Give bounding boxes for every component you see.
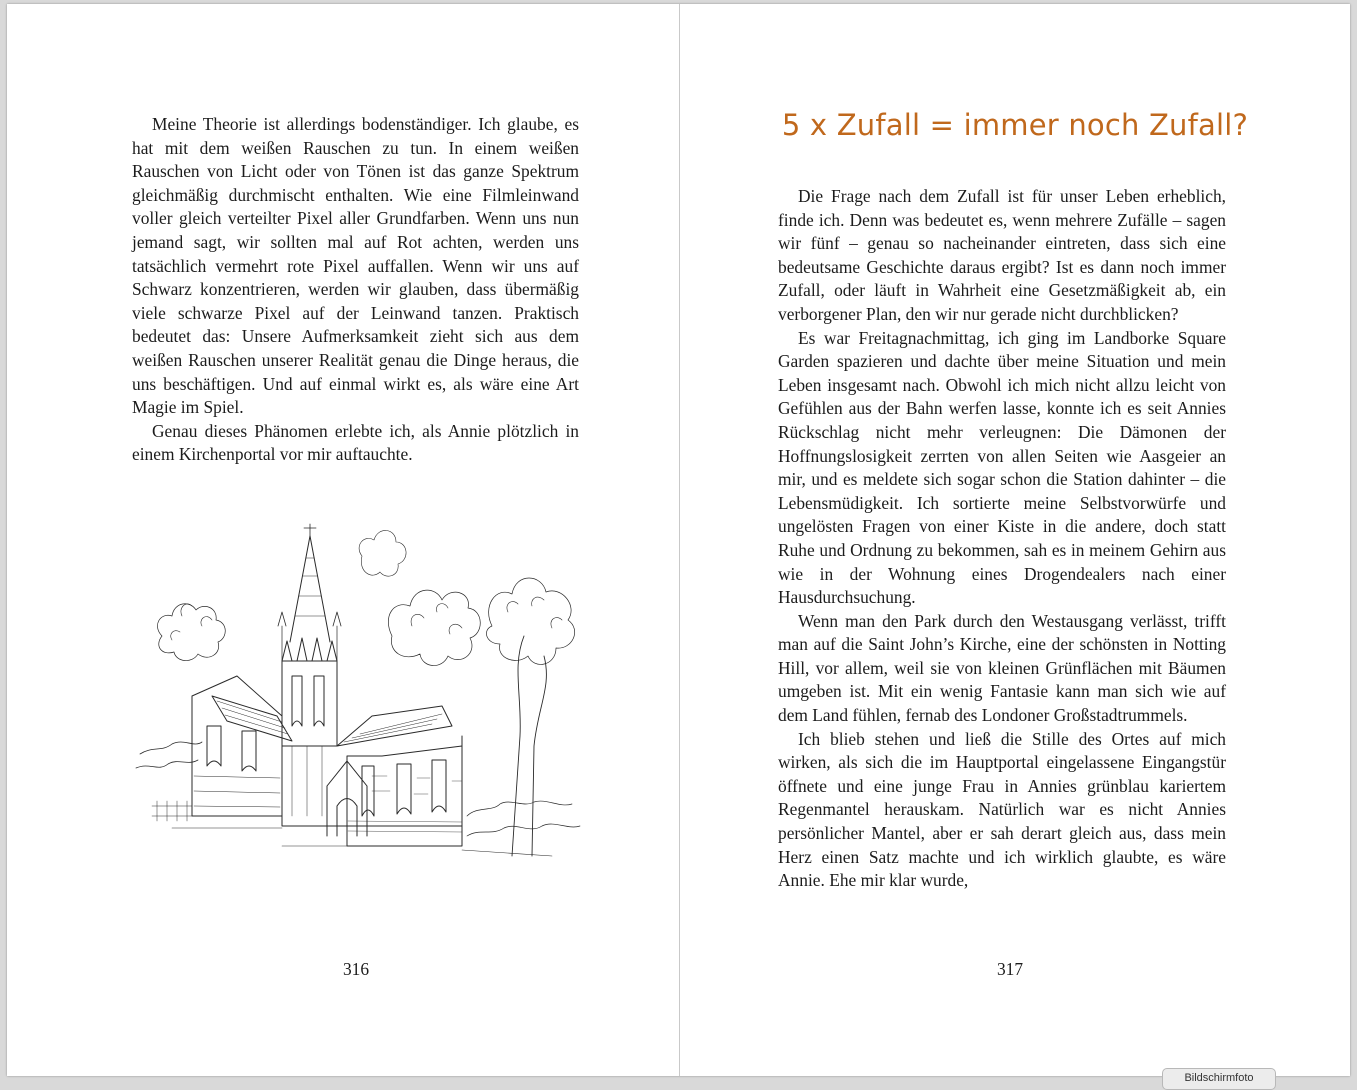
- left-paragraph-2: Genau dieses Phänomen erlebte ich, als Annie plötzlich in einem Kirchenportal vor mir auftauchte.: [132, 420, 579, 465]
- left-page: [7, 4, 679, 1076]
- right-page-body: [778, 185, 1226, 893]
- page-number-left: 316: [342, 959, 370, 979]
- right-paragraph-3: Wenn man den Park durch den Westausgang verlässt, trifft man auf die Saint John’s Kirche, eine der schönsten in Notting Hill, vor allem, weil sie von kleinen Grünflächen mit Bäumen umgeben ist. Mit ein wenig Fantasie kann man sich wie auf dem Land fühlen, fernab des Londoner Großstadtrummels.: [778, 610, 1226, 726]
- church-illustration: [132, 516, 584, 868]
- right-paragraph-2: Es war Freitagnachmittag, ich ging im Landborke Square Garden spazieren und dachte über meine Situation und mein Leben insgesamt nach. Obwohl ich mich nicht allzu leicht von Gefühlen aus der Bahn werfen lasse, konnte ich es seit Annies Rückschlag nicht mehr verleugnen: Die Dämonen der Hoffnungslosigkeit zerrten von allen Seiten wie Aasgeier an mir, und es meldete sich sogar schon die Station dahinter – die Lebensmüdigkeit. Ich sortierte meine Selbstvorwürfe und ungelösten Fragen von einer Kiste in die andere, doch statt Ruhe und Ordnung zu bekommen, sah es in meinem Gehirn aus wie in der Wohnung eines Drogendealers nach einer Hausdurchsuchung.: [778, 327, 1226, 608]
- right-paragraph-4: Ich blieb stehen und ließ die Stille des Ortes auf mich wirken, als sich die im Hauptportal eingelassene Eingangstür öffnete und eine junge Frau in Annies grünblau kariertem Regenmantel herauskam. Natürlich war es nicht Annies persönlicher Mantel, aber er sah derart gleich aus, dass mein Herz einen Satz machte und ich wirklich glaubte, es wäre Annie. Ehe mir klar wurde,: [778, 728, 1226, 891]
- right-paragraph-1: Die Frage nach dem Zufall ist für unser Leben erheblich, finde ich. Denn was bedeutet es, wenn mehrere Zufälle – sagen wir fünf – genau so nacheinander eintreten, dass sich eine bedeutsame Geschichte daraus ergibt? Ist es dann noch immer Zufall, oder läuft in Wahrheit eine Gesetzmäßigkeit ab, ein verborgener Plan, den wir nur gerade nicht durchblicken?: [778, 186, 1226, 324]
- book-spread: [7, 4, 1350, 1076]
- right-page: [680, 4, 1350, 1076]
- left-page-body: [132, 113, 579, 467]
- screenshot-tab[interactable]: Bildschirmfoto: [1162, 1068, 1276, 1090]
- chapter-title: 5 x Zufall = immer noch Zufall?: [781, 108, 1249, 142]
- left-paragraph-1: Meine Theorie ist allerdings bodenständiger. Ich glaube, es hat mit dem weißen Rauschen zu tun. In einem weißen Rauschen von Licht oder von Tönen ist das ganze Spektrum gleichmäßig durchmischt enthalten. Wie eine Filmleinwand voller gleich verteilter Pixel aller Grundfarben. Wenn uns nun jemand sagt, wir sollten mal auf Rot achten, werden uns tatsächlich vermehrt rote Pixel auffallen. Wenn wir uns auf Schwarz konzentrieren, werden wir glauben, dass übermäßig viele schwarze Pixel auf der Leinwand tanzen. Praktisch bedeutet das: Unsere Aufmerksamkeit zieht sich aus dem weißen Rauschen unserer Realität genau die Dinge heraus, die uns beschäftigen. Und auf einmal wirkt es, als wäre eine Art Magie im Spiel.: [132, 114, 579, 418]
- page-number-right: 317: [996, 959, 1024, 979]
